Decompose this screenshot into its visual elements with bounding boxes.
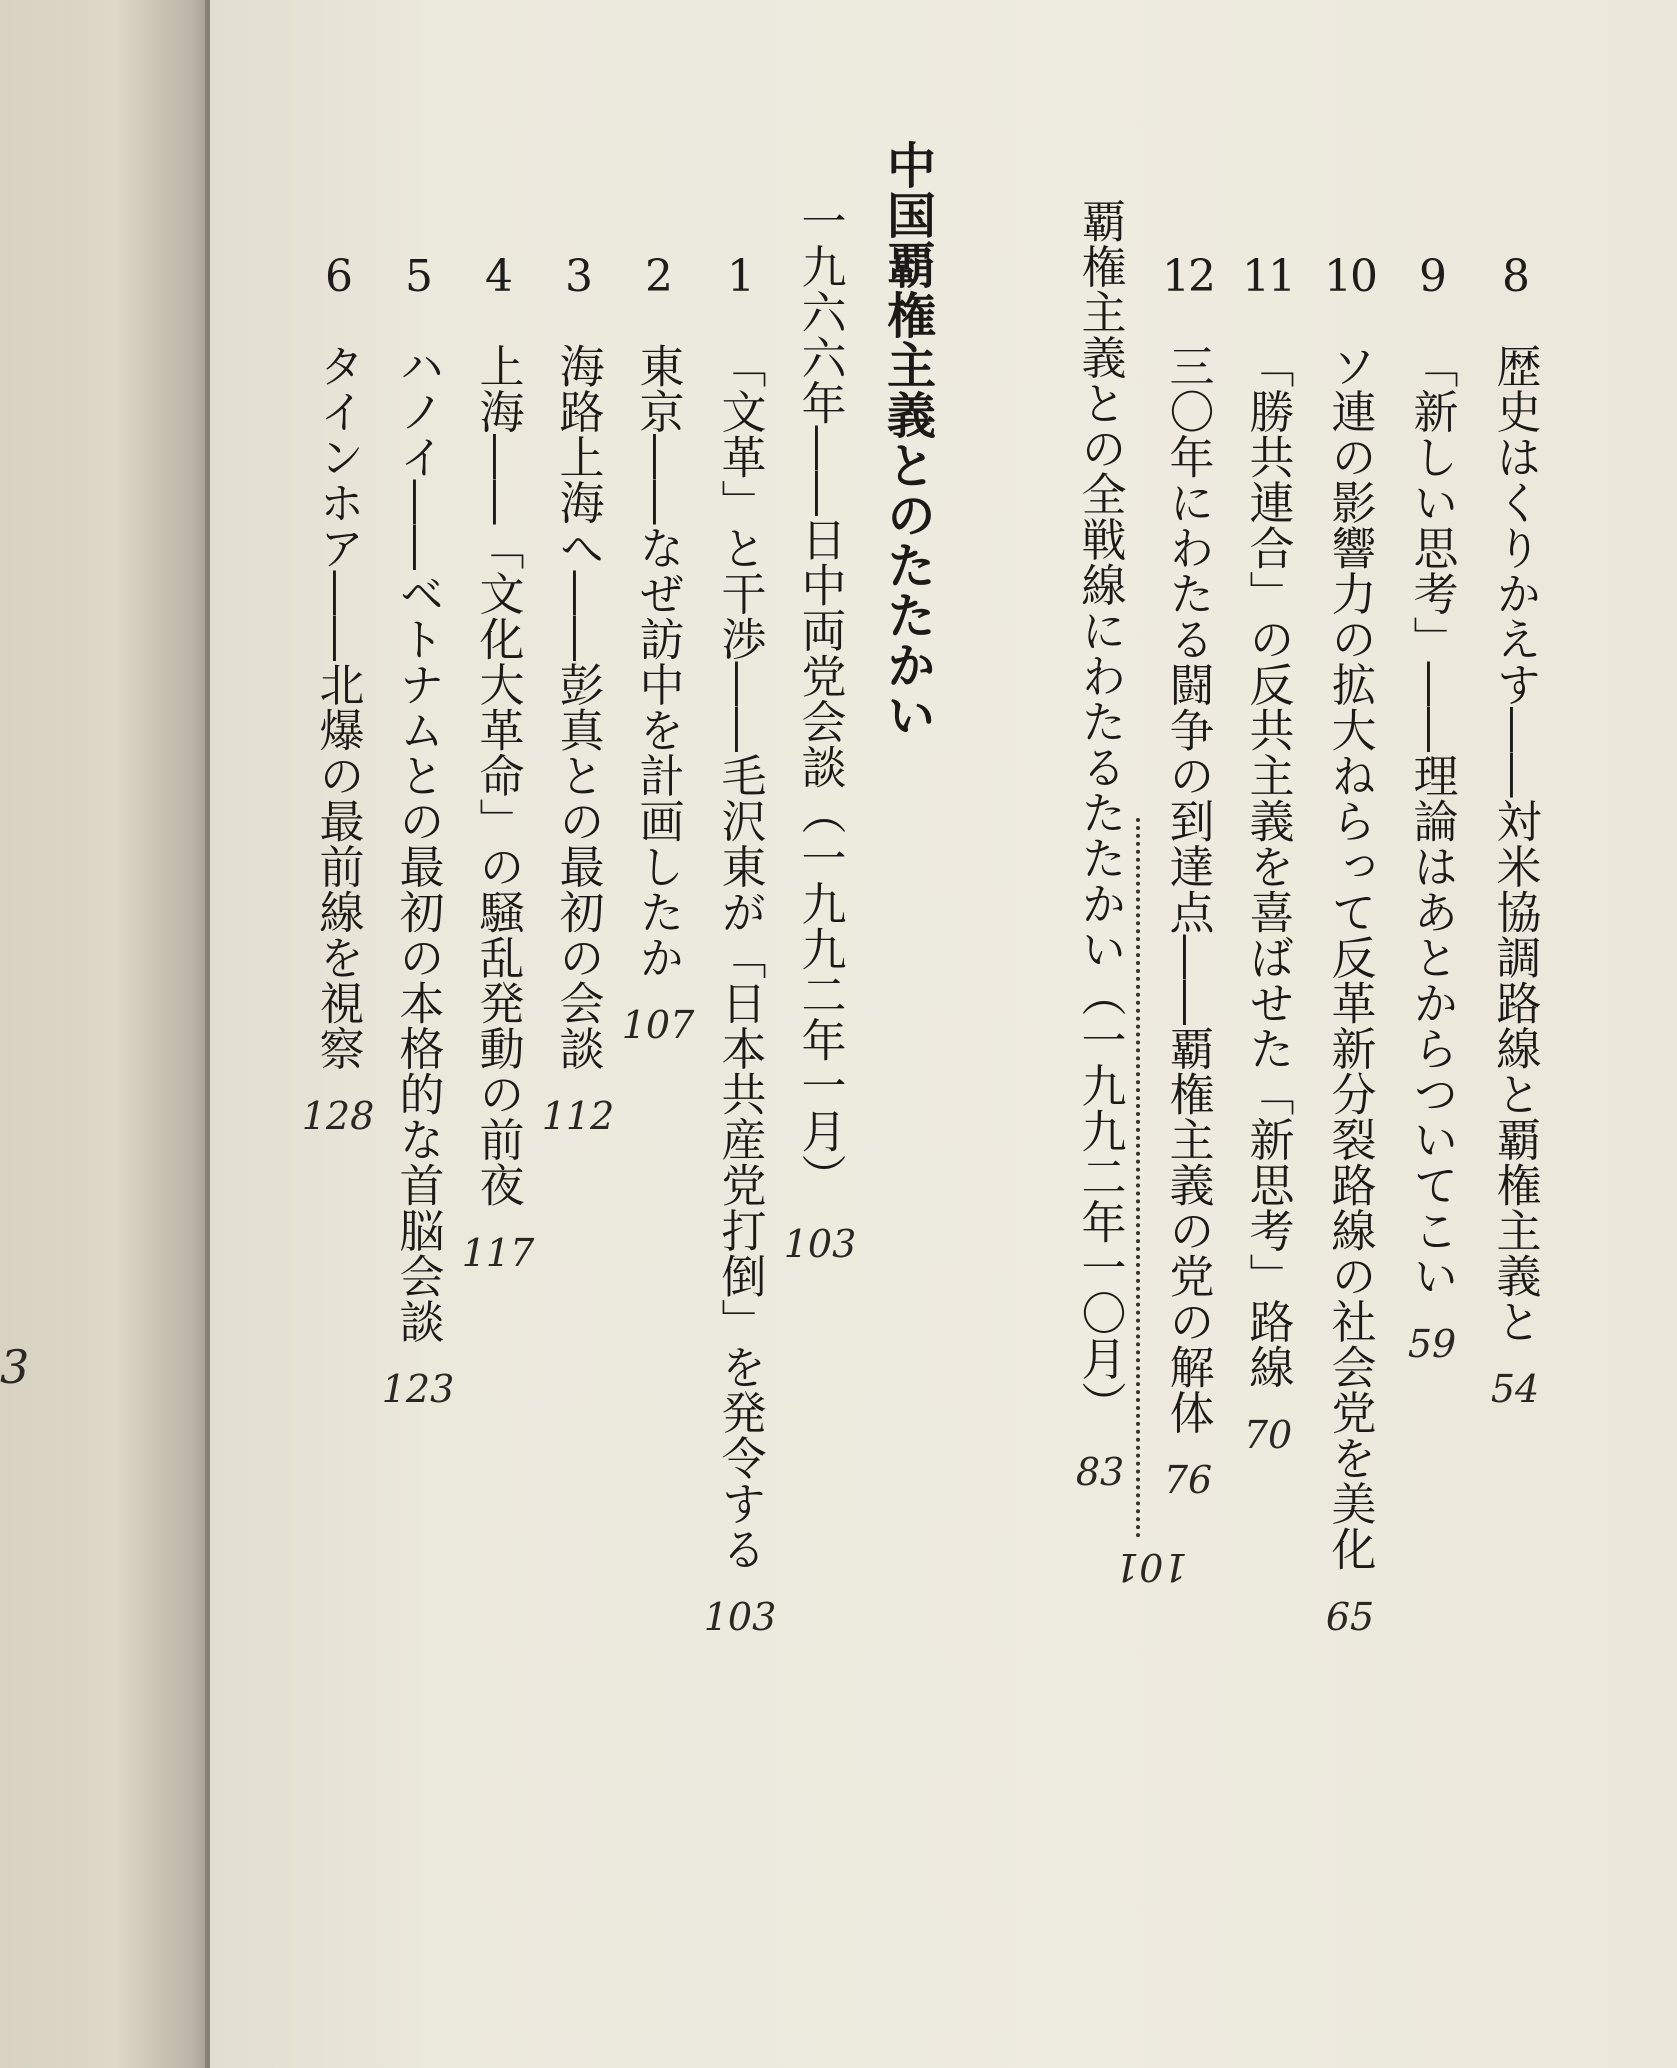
entry-title: 「新しい思考」――理論はあとからついてこい xyxy=(1405,343,1459,1299)
entry-title: 覇権主義との全戦線にわたるたたかい（一九九二年一〇月） xyxy=(1073,198,1127,1427)
entry-title: 「文革」と干渉――毛沢東が「日本共産党打倒」を発令する xyxy=(713,343,767,1572)
toc-entry-3 xyxy=(541,251,615,1138)
previous-page-edge xyxy=(0,0,210,2068)
entry-title: タインホア――北爆の最前線を視察 xyxy=(311,343,365,1071)
entry-number: 2 xyxy=(645,251,671,302)
entry-title: ハノイ――ベトナムとの最初の本格的な首脳会談 xyxy=(391,343,445,1344)
entry-page: 103 xyxy=(783,1222,857,1266)
entry-page: 123 xyxy=(381,1367,455,1411)
toc-entry-section xyxy=(1070,198,1130,1494)
entry-page: 107 xyxy=(621,1003,695,1047)
chapter-title: 中国覇権主義とのたたかい xyxy=(879,140,938,740)
entry-number: 8 xyxy=(1502,251,1528,302)
previous-page-fragment: 3 xyxy=(0,1340,30,1394)
entry-page: 70 xyxy=(1243,1412,1293,1457)
toc-entry-section xyxy=(783,198,857,1266)
entry-page: 54 xyxy=(1490,1367,1540,1411)
entry-title: 歴史はくりかえす――対米協調路線と覇権主義と xyxy=(1488,343,1542,1344)
entry-number: 6 xyxy=(325,251,351,302)
chapter-heading xyxy=(878,140,938,740)
entry-number: 11 xyxy=(1242,251,1294,302)
toc-entry-11 xyxy=(1238,251,1298,1457)
chapter-page-number: 101 xyxy=(1115,1545,1188,1589)
toc-page xyxy=(210,0,1677,2068)
toc-entry-5 xyxy=(381,251,455,1411)
entry-number: 10 xyxy=(1324,251,1376,302)
toc-entry-12 xyxy=(1158,251,1218,1502)
entry-page: 83 xyxy=(1075,1449,1125,1494)
entry-title: 一九六六年――日中両党会談（一九九二年一月） xyxy=(793,198,847,1199)
entry-title: 三〇年にわたる闘争の到達点――覇権主義の党の解体 xyxy=(1161,343,1215,1435)
entry-number: 12 xyxy=(1162,251,1214,302)
toc-entry-2 xyxy=(621,251,695,1047)
toc-entry-6 xyxy=(301,251,375,1138)
toc-entry-8 xyxy=(1485,251,1545,1411)
entry-page: 65 xyxy=(1325,1594,1375,1639)
entry-number: 9 xyxy=(1419,251,1445,302)
entry-page: 76 xyxy=(1163,1458,1213,1502)
toc-entry-4 xyxy=(461,251,535,1275)
entry-number: 3 xyxy=(565,251,591,302)
entry-title: 海路上海へ――彭真との最初の会談 xyxy=(551,343,605,1071)
entry-title: 上海――「文化大革命」の騒乱発動の前夜 xyxy=(471,343,525,1208)
entry-page: 103 xyxy=(703,1594,777,1639)
entry-number: 5 xyxy=(405,251,431,302)
entry-title: 東京――なぜ訪中を計画したか xyxy=(631,343,685,980)
dot-leader xyxy=(1136,818,1140,1538)
entry-number: 4 xyxy=(485,251,511,302)
entry-title: 「勝共連合」の反共主義を喜ばせた「新思考」路線 xyxy=(1241,343,1295,1390)
entry-page: 112 xyxy=(541,1094,615,1138)
toc-entry-10 xyxy=(1320,251,1380,1639)
entry-page: 117 xyxy=(461,1230,535,1275)
toc-entry-1 xyxy=(703,251,777,1639)
entry-number: 1 xyxy=(727,251,753,302)
entry-page: 128 xyxy=(301,1094,375,1138)
entry-title: ソ連の影響力の拡大ねらって反革新分裂路線の社会党を美化 xyxy=(1323,343,1377,1572)
entry-page: 59 xyxy=(1407,1321,1457,1366)
toc-entry-9 xyxy=(1402,251,1462,1366)
